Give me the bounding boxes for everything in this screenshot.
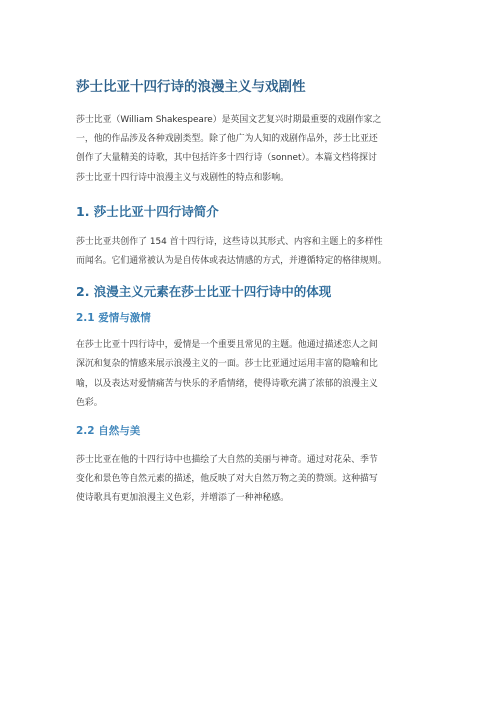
- section-1-paragraph: [76, 233, 448, 271]
- section-2-2-line: 变化和景色等自然元素的描述，他反映了对大自然万物之美的赞颂。这种描写: [76, 474, 378, 485]
- section-2-1-line: 色彩。: [76, 397, 103, 408]
- section-1-heading: 1. 莎士比亚十四行诗简介: [76, 203, 219, 219]
- section-2-2-heading: 2.2 自然与美: [76, 425, 141, 438]
- section-2-2-line: 莎士比亚在他的十四行诗中也描绘了大自然的美丽与神奇。通过对花朵、季节: [76, 455, 378, 466]
- section-1-line: 而闻名。它们通常被认为是自传体或表达情感的方式，并遵循特定的格律规则。: [76, 256, 387, 267]
- section-1-line: 莎士比亚共创作了 154 首十四行诗，这些诗以其形式、内容和主题上的多样性: [76, 236, 383, 247]
- intro-line: 莎士比亚（William Shakespeare）是英国文艺复兴时期最重要的戏剧作家之: [76, 115, 382, 125]
- section-2-2-paragraph: [76, 451, 448, 509]
- intro-line: 创作了大量精美的诗歌，其中包括许多十四行诗（sonnet）。本篇文档将探讨: [76, 153, 377, 164]
- section-2-1-line: 喻，以及表达对爱情痛苦与快乐的矛盾情绪，使得诗歌充满了浓郁的浪漫主义: [76, 378, 378, 389]
- section-2-1-paragraph: [76, 336, 448, 413]
- intro-line: 一，他的作品涉及各种戏剧类型。除了他广为人知的戏剧作品外，莎士比亚还: [76, 134, 378, 145]
- document-title: 莎士比亚十四行诗的浪漫主义与戏剧性: [76, 79, 306, 95]
- section-2-1-line: 深沉和复杂的情感来展示浪漫主义的一面。莎士比亚通过运用丰富的隐喻和比: [76, 359, 378, 370]
- section-2-heading: 2. 浪漫主义元素在莎士比亚十四行诗中的体现: [76, 284, 332, 300]
- section-2-1-heading: 2.1 爱情与激情: [76, 312, 151, 325]
- section-2-1-line: 在莎士比亚十四行诗中，爱情是一个重要且常见的主题。他通过描述恋人之间: [76, 340, 378, 351]
- intro-line: 莎士比亚十四行诗中浪漫主义与戏剧性的特点和影响。: [76, 172, 289, 183]
- section-2-2-line: 使诗歌具有更加浪漫主义色彩，并增添了一种神秘感。: [76, 493, 289, 504]
- intro-paragraph: [76, 111, 448, 188]
